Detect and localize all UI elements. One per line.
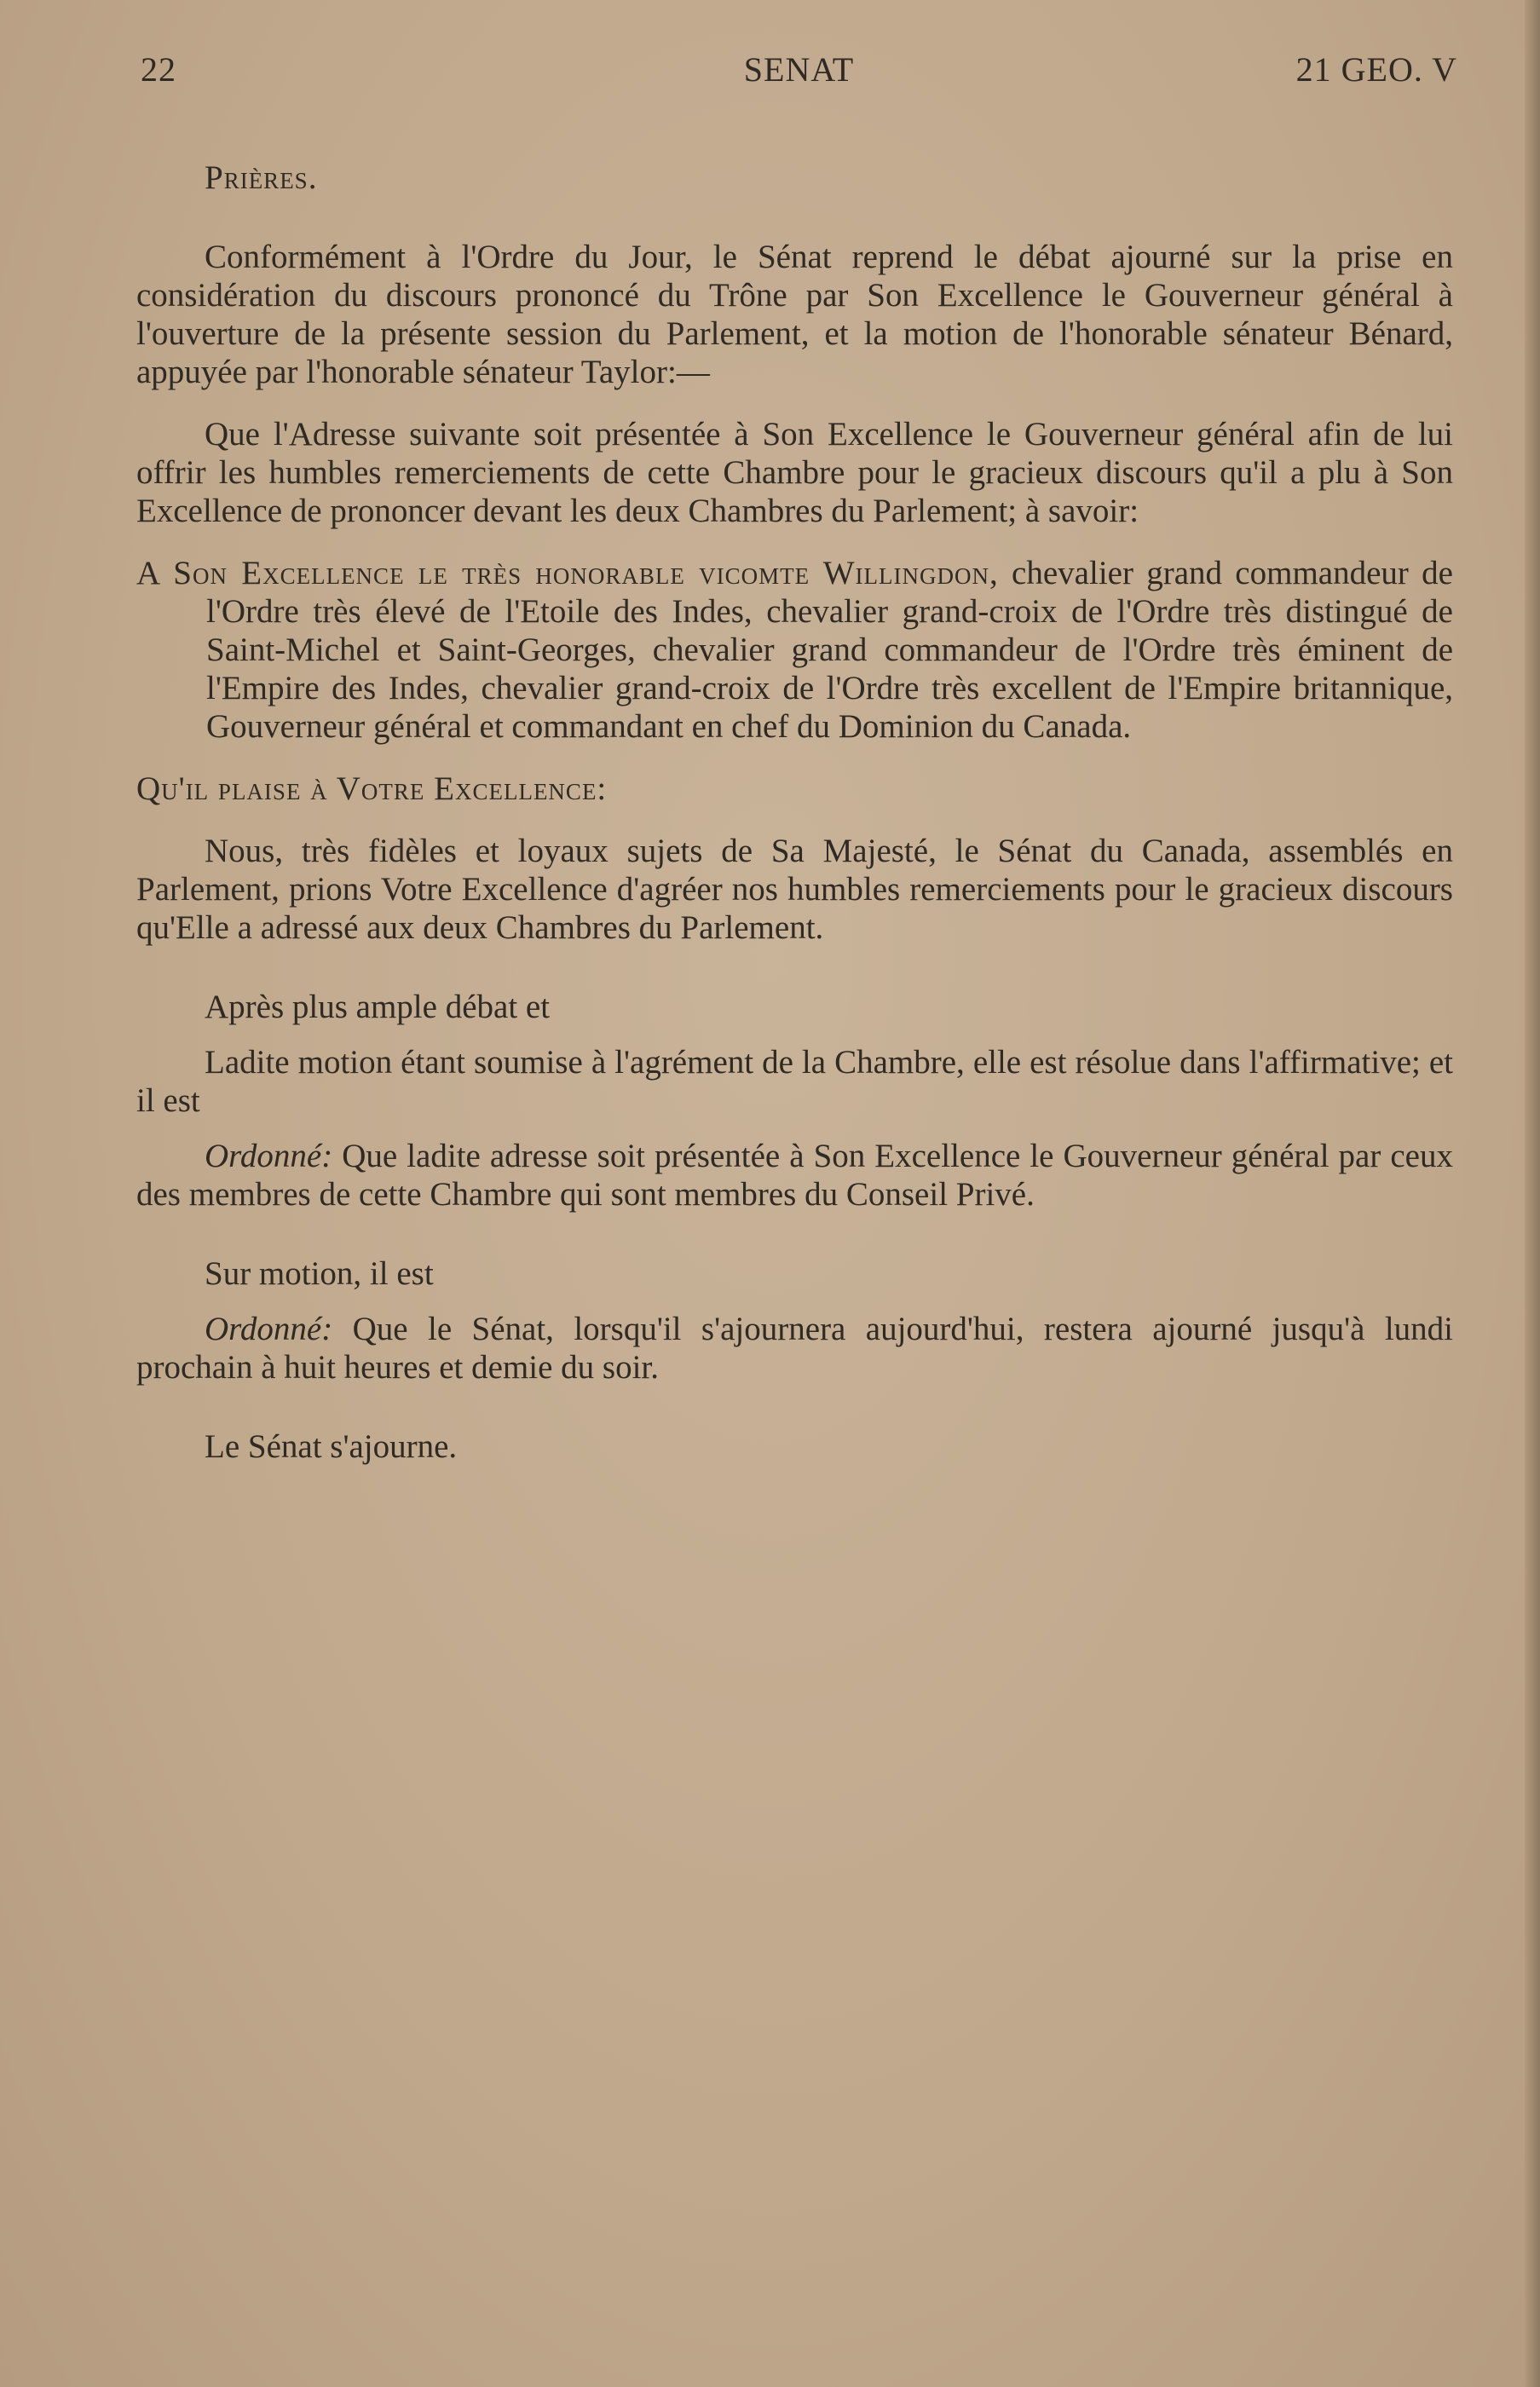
dedication	[136, 554, 1453, 746]
prayers-heading: Prières.	[205, 159, 318, 196]
paragraph-address: Que l'Adresse suivante soit présentée à Son Excellence le Gouverneur général afin de lui offrir les humbles remerciements de cette Chambre pour le gracieux discours qu'il a plu à Son Excellence de prononcer devant les deux Chambres du Parlement; à savoir:	[136, 416, 1453, 529]
salutation: Qu'il plaise à Votre Excellence:	[136, 770, 608, 807]
dedication-titles: chevalier grand commandeur de l'Ordre très élevé de l'Etoile des Indes, chevalier grand-croix de l'Ordre très distingué de Saint-Michel et Saint-Georges, chevalier grand commandeur de l'Ordre très éminent de l'Empire des Indes, chevalier grand-croix de l'Ordre très excellent de l'Empire britannique, Gouverneur général et commandant en chef du Dominion du Canada.	[206, 555, 1453, 745]
page-number: 22	[141, 50, 176, 89]
paragraph-adjourn: Le Sénat s'ajourne.	[205, 1428, 458, 1465]
ordonne-2-text: Que le Sénat, lorsqu'il s'ajournera aujourd'hui, restera ajourné jusqu'à lundi prochain à huit heures et demie du soir.	[136, 1311, 1453, 1386]
page-edge	[1525, 0, 1540, 2387]
ordonne-label: Ordonné:	[205, 1311, 333, 1347]
paragraph-ladite: Ladite motion étant soumise à l'agrément de la Chambre, elle est résolue dans l'affirmative; et il est	[136, 1044, 1453, 1119]
paragraph-nous: Nous, très fidèles et loyaux sujets de Sa Majesté, le Sénat du Canada, assemblés en Parlement, prions Votre Excellence d'agréer nos humbles remerciements pour le gracieux discours qu'Elle a adressé aux deux Chambres du Parlement.	[136, 833, 1453, 946]
paragraph-ordonne-2	[136, 1310, 1453, 1387]
page-body	[136, 159, 1453, 1466]
ordonne-label: Ordonné:	[205, 1138, 333, 1174]
running-title: SENAT	[743, 50, 855, 89]
regnal-year: 21 GEO. V	[1295, 50, 1457, 89]
paragraph-debate: Conformément à l'Ordre du Jour, le Sénat reprend le débat ajourné sur la prise en considération du discours prononcé du Trône par Son Excellence le Gouverneur général à l'ouverture de la présente session du Parlement, et la motion de l'honorable sénateur Bénard, appuyée par l'honorable sénateur Taylor:—	[136, 239, 1453, 390]
page-header	[141, 49, 1457, 92]
paragraph-ordonne-1	[136, 1137, 1453, 1214]
dedication-heading: A Son Excellence le très honorable vicomte Willingdon,	[136, 555, 999, 591]
paragraph-apres: Après plus ample débat et	[205, 989, 551, 1025]
paragraph-sur-motion: Sur motion, il est	[205, 1255, 434, 1292]
ordonne-1-text: Que ladite adresse soit présentée à Son Excellence le Gouverneur général par ceux des membres de cette Chambre qui sont membres du Conseil Privé.	[136, 1138, 1453, 1213]
